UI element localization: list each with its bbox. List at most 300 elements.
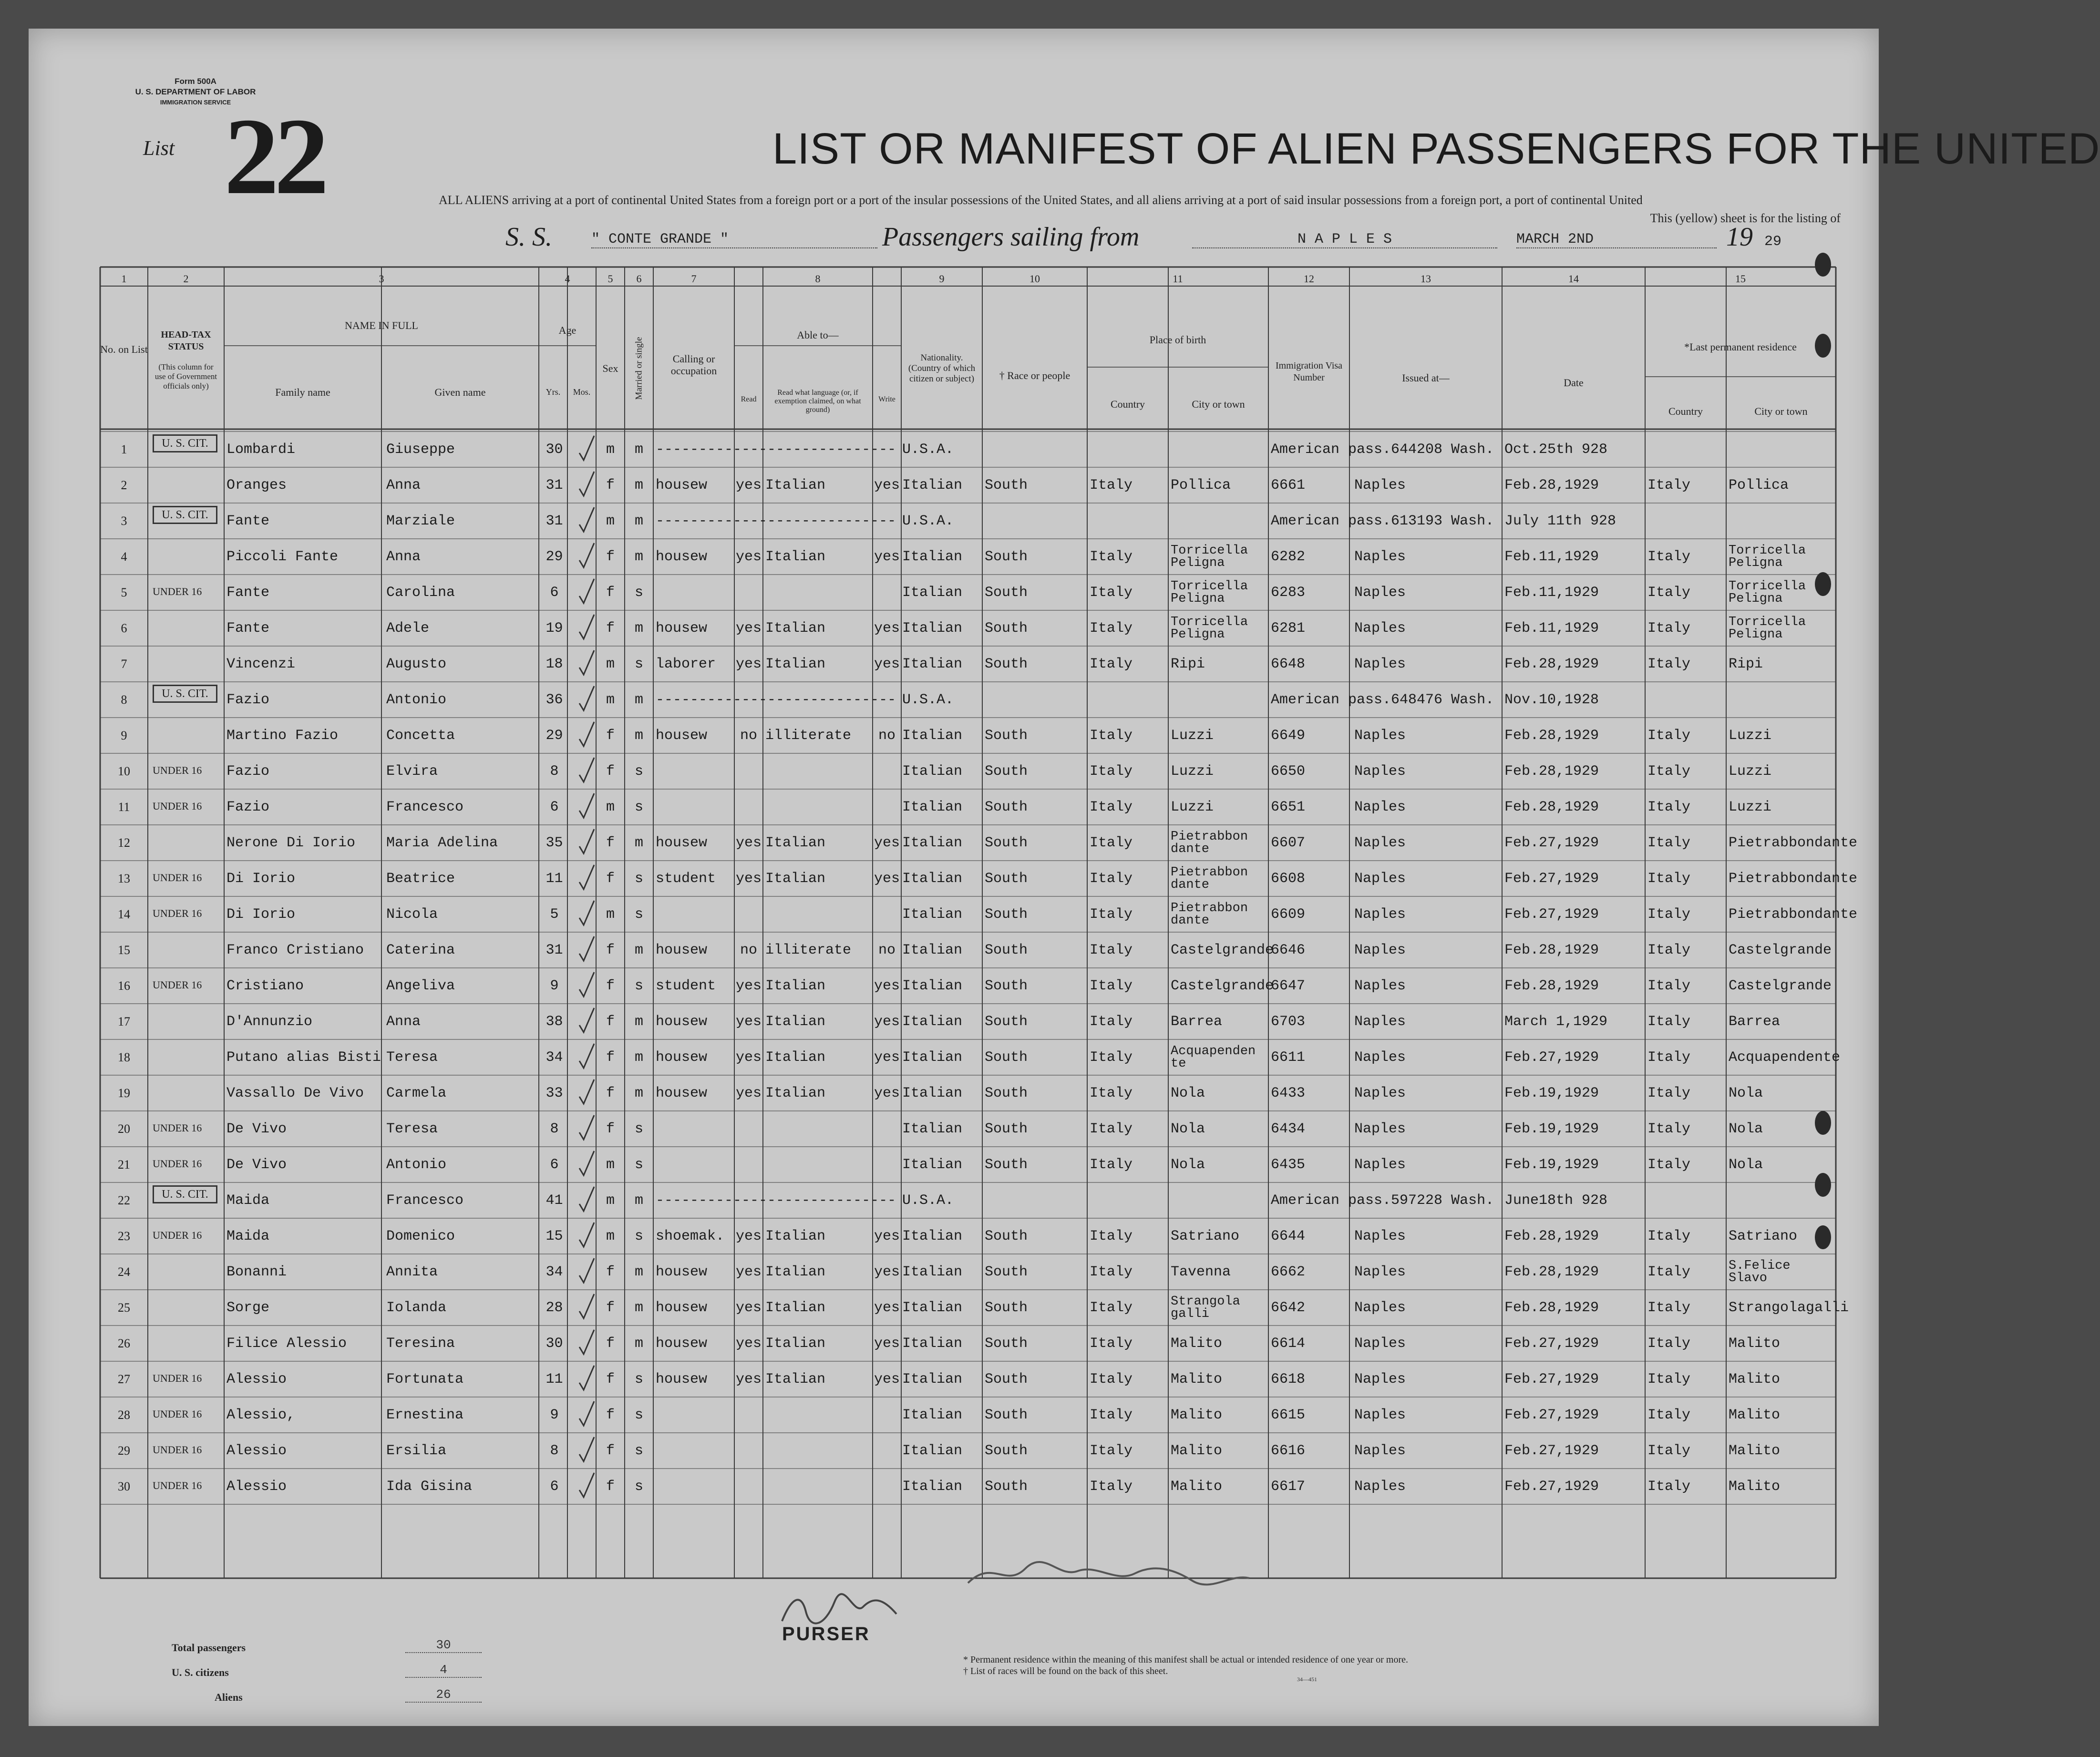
- row-number: 7: [121, 657, 127, 671]
- family-name: Nerone Di Iorio: [226, 835, 356, 851]
- header-read: Read: [741, 395, 757, 403]
- residence-country: Italy: [1647, 728, 1691, 744]
- row-number: 11: [118, 800, 130, 814]
- race: South: [985, 1479, 1028, 1495]
- row-number: 26: [118, 1336, 130, 1350]
- race: South: [985, 1300, 1028, 1316]
- visa-date: Feb.28,1929: [1504, 728, 1599, 744]
- can-write: yes: [874, 871, 900, 887]
- marital-status: m: [634, 1014, 643, 1030]
- can-write: yes: [874, 835, 900, 851]
- can-read: yes: [735, 477, 762, 493]
- visa-date: June18th 928: [1504, 1192, 1608, 1209]
- age-years: 34: [546, 1264, 563, 1280]
- read-language: Italian: [765, 1085, 826, 1101]
- residence-country: Italy: [1647, 620, 1691, 637]
- family-name: Alessio: [226, 1479, 287, 1495]
- read-language: Italian: [765, 978, 826, 994]
- table-row: [100, 1218, 1836, 1254]
- issued-at: Naples: [1354, 763, 1406, 780]
- occupation: student: [656, 978, 716, 994]
- marital-status: m: [634, 1049, 643, 1066]
- nationality: Italian: [902, 1407, 963, 1423]
- head-tax-stamp: UNDER 16: [153, 872, 202, 884]
- age-years: 9: [550, 978, 559, 994]
- age-years: 31: [546, 513, 563, 529]
- check-mark-icon: [577, 1471, 596, 1500]
- issued-at: Naples: [1354, 799, 1406, 815]
- family-name: Sorge: [226, 1300, 270, 1316]
- visa-number: 6609: [1271, 906, 1306, 923]
- can-read: no: [740, 942, 757, 958]
- sailing-label: Passengers sailing from: [882, 222, 1140, 252]
- residence-country: Italy: [1647, 585, 1691, 601]
- age-years: 31: [546, 942, 563, 958]
- read-language: Italian: [765, 656, 826, 672]
- race: South: [985, 1014, 1028, 1030]
- sex: f: [606, 871, 615, 887]
- passport-info: American pass.597228 Wash.: [1271, 1192, 1494, 1209]
- visa-date: Feb.11,1929: [1504, 549, 1599, 565]
- family-name: Fazio: [226, 799, 270, 815]
- row-number: 29: [118, 1444, 130, 1458]
- given-name: Marziale: [386, 513, 455, 529]
- race: South: [985, 620, 1028, 637]
- visa-date: Feb.27,1929: [1504, 1371, 1599, 1387]
- sex: f: [606, 1085, 615, 1101]
- check-mark-icon: [577, 1221, 596, 1249]
- table-row: [100, 896, 1858, 932]
- family-name: Fazio: [226, 763, 270, 780]
- sex: f: [606, 585, 615, 601]
- table-row: [100, 682, 1836, 718]
- nationality: Italian: [902, 978, 963, 994]
- visa-number: 6644: [1271, 1228, 1306, 1244]
- header-nationality: Nationality. (Country of which citizen or subject): [908, 353, 976, 384]
- given-name: Anna: [386, 549, 421, 565]
- family-name: Piccoli Fante: [226, 549, 339, 565]
- residence-city: Acquapendente: [1729, 1049, 1841, 1066]
- header-family-name: Family name: [275, 386, 330, 398]
- issued-at: Naples: [1354, 585, 1406, 601]
- birth-city: Torricella Peligna: [1171, 615, 1248, 642]
- can-write: yes: [874, 477, 900, 493]
- visa-date: Feb.11,1929: [1504, 620, 1599, 637]
- given-name: Carmela: [386, 1085, 447, 1101]
- age-years: 19: [546, 620, 563, 637]
- check-mark-icon: [577, 1078, 596, 1106]
- birth-city: Castelgrande: [1171, 942, 1274, 958]
- check-mark-icon: [577, 505, 596, 534]
- row-number: 20: [118, 1122, 130, 1136]
- issued-at: Naples: [1354, 1479, 1406, 1495]
- can-write: yes: [874, 1264, 900, 1280]
- total-passengers-value: 30: [405, 1638, 482, 1653]
- residence-city: Barrea: [1729, 1014, 1781, 1030]
- nationality: Italian: [902, 656, 963, 672]
- birth-country: Italy: [1090, 1049, 1133, 1066]
- marital-status: m: [634, 1085, 643, 1101]
- visa-number: 6661: [1271, 477, 1306, 493]
- row-number: 17: [118, 1015, 130, 1028]
- residence-country: Italy: [1647, 1121, 1691, 1137]
- birth-country: Italy: [1090, 1157, 1133, 1173]
- age-years: 36: [546, 692, 563, 708]
- given-name: Francesco: [386, 1192, 464, 1209]
- visa-date: Feb.27,1929: [1504, 906, 1599, 923]
- sex: m: [606, 442, 615, 458]
- marital-status: s: [634, 656, 643, 672]
- col-num-6: 6: [636, 273, 642, 285]
- can-write: yes: [874, 549, 900, 565]
- check-mark-icon: [577, 1399, 596, 1428]
- ss-label: S. S.: [505, 222, 552, 252]
- head-tax-stamp: UNDER 16: [153, 907, 202, 919]
- issued-at: Naples: [1354, 942, 1406, 958]
- given-name: Augusto: [386, 656, 447, 672]
- occupation: housew: [656, 549, 708, 565]
- occupation: housew: [656, 835, 708, 851]
- table-row: [100, 968, 1836, 1004]
- occupation: housew: [656, 620, 708, 637]
- can-read: yes: [735, 620, 762, 637]
- family-name: Fazio: [226, 692, 270, 708]
- race: South: [985, 1085, 1028, 1101]
- footer-totals: [172, 1635, 246, 1710]
- family-name: Alessio,: [226, 1407, 296, 1423]
- birth-country: Italy: [1090, 835, 1133, 851]
- can-write: yes: [874, 656, 900, 672]
- birth-country: Italy: [1090, 1121, 1133, 1137]
- row-number: 10: [118, 764, 130, 778]
- col-num-10: 10: [1029, 273, 1040, 285]
- birth-country: Italy: [1090, 1443, 1133, 1459]
- occupation: ----------------------------: [656, 1192, 896, 1209]
- residence-city: Nola: [1729, 1121, 1763, 1137]
- birth-country: Italy: [1090, 1300, 1133, 1316]
- given-name: Francesco: [386, 799, 464, 815]
- occupation: housew: [656, 1371, 708, 1387]
- header-given-name: Given name: [434, 386, 486, 398]
- table-row: [100, 1182, 1836, 1218]
- visa-number: 6282: [1271, 549, 1306, 565]
- residence-city: Strangolagalli: [1729, 1300, 1849, 1316]
- age-years: 41: [546, 1192, 563, 1209]
- head-tax-stamp: UNDER 16: [153, 1480, 202, 1491]
- marital-status: m: [634, 620, 643, 637]
- marital-status: m: [634, 692, 643, 708]
- header-res-city: City or town: [1754, 405, 1808, 417]
- sex: m: [606, 906, 615, 923]
- check-mark-icon: [577, 720, 596, 749]
- birth-city: Strangola galli: [1171, 1295, 1240, 1321]
- family-name: Franco Cristiano: [226, 942, 364, 958]
- head-tax-stamp: UNDER 16: [153, 586, 202, 597]
- table-row: [100, 932, 1836, 968]
- family-name: Vincenzi: [226, 656, 296, 672]
- sex: f: [606, 1371, 615, 1387]
- residence-country: Italy: [1647, 477, 1691, 493]
- can-read: yes: [735, 1014, 762, 1030]
- issued-at: Naples: [1354, 1085, 1406, 1101]
- head-tax-stamp: UNDER 16: [153, 800, 202, 812]
- race: South: [985, 1407, 1028, 1423]
- read-language: Italian: [765, 871, 826, 887]
- race: South: [985, 799, 1028, 815]
- residence-country: Italy: [1647, 799, 1691, 815]
- check-mark-icon: [577, 1113, 596, 1142]
- residence-city: Torricella Peligna: [1729, 579, 1806, 606]
- nationality: Italian: [902, 799, 963, 815]
- race: South: [985, 728, 1028, 744]
- check-mark-icon: [577, 970, 596, 999]
- birth-city: Satriano: [1171, 1228, 1240, 1244]
- marital-status: s: [634, 1228, 643, 1244]
- can-read: yes: [735, 1300, 762, 1316]
- check-mark-path: [579, 1330, 594, 1354]
- service-name: IMMIGRATION SERVICE: [160, 99, 231, 106]
- residence-country: Italy: [1647, 942, 1691, 958]
- residence-city: Nola: [1729, 1157, 1763, 1173]
- birth-city: Castelgrande: [1171, 978, 1274, 994]
- age-years: 6: [550, 1479, 559, 1495]
- sex: f: [606, 942, 615, 958]
- check-mark-path: [579, 507, 594, 532]
- form-number: Form 500A: [175, 77, 216, 86]
- given-name: Beatrice: [386, 871, 455, 887]
- residence-city: Torricella Peligna: [1729, 544, 1806, 570]
- sex: f: [606, 835, 615, 851]
- given-name: Teresa: [386, 1121, 438, 1137]
- residence-city: Torricella Peligna: [1729, 615, 1806, 642]
- residence-country: Italy: [1647, 1228, 1691, 1244]
- given-name: Giuseppe: [386, 442, 455, 458]
- age-years: 6: [550, 585, 559, 601]
- visa-date: Feb.28,1929: [1504, 656, 1599, 672]
- marital-status: m: [634, 942, 643, 958]
- sex: f: [606, 728, 615, 744]
- race: South: [985, 656, 1028, 672]
- birth-city: Acquapenden te: [1171, 1044, 1256, 1071]
- residence-city: Pietrabbondante: [1729, 906, 1858, 923]
- visa-number: 6435: [1271, 1157, 1306, 1173]
- nationality: U.S.A.: [902, 513, 954, 529]
- residence-country: Italy: [1647, 1049, 1691, 1066]
- head-tax-stamp: UNDER 16: [153, 979, 202, 991]
- purser-signature: [772, 1588, 906, 1631]
- table-row: [100, 718, 1836, 753]
- nationality: Italian: [902, 1228, 963, 1244]
- given-name: Domenico: [386, 1228, 455, 1244]
- can-read: yes: [735, 871, 762, 887]
- marital-status: s: [634, 1407, 643, 1423]
- sex: m: [606, 1157, 615, 1173]
- residence-country: Italy: [1647, 1371, 1691, 1387]
- age-years: 28: [546, 1300, 563, 1316]
- check-mark-path: [579, 1258, 594, 1283]
- row-number: 27: [118, 1372, 130, 1386]
- birth-city: Pietrabbon dante: [1171, 865, 1248, 892]
- header-sex: Sex: [602, 362, 618, 374]
- race: South: [985, 1371, 1028, 1387]
- header-issued-at: Issued at—: [1402, 372, 1450, 384]
- residence-city: Luzzi: [1729, 799, 1772, 815]
- passport-info: American pass.644208 Wash.: [1271, 442, 1494, 458]
- header-read-what: Read what language (or, if exemption claimed, on what ground): [774, 389, 861, 414]
- check-mark-path: [579, 472, 594, 496]
- can-read: yes: [735, 1085, 762, 1101]
- issued-at: Naples: [1354, 1264, 1406, 1280]
- nationality: Italian: [902, 942, 963, 958]
- issued-at: Naples: [1354, 620, 1406, 637]
- check-mark-path: [579, 1151, 594, 1175]
- header-able-to: Able to—: [797, 329, 839, 341]
- family-name: Martino Fazio: [226, 728, 339, 744]
- marital-status: s: [634, 763, 643, 780]
- check-mark-path: [579, 1008, 594, 1032]
- age-years: 30: [546, 442, 563, 458]
- sex: f: [606, 477, 615, 493]
- race: South: [985, 1443, 1028, 1459]
- family-name: Oranges: [226, 477, 287, 493]
- age-years: 29: [546, 728, 563, 744]
- occupation: housew: [656, 942, 708, 958]
- family-name: Vassallo De Vivo: [226, 1085, 364, 1101]
- row-number: 2: [121, 478, 127, 492]
- visa-number: 6647: [1271, 978, 1306, 994]
- occupation: housew: [656, 477, 708, 493]
- given-name: Elvira: [386, 763, 438, 780]
- visa-date: Feb.19,1929: [1504, 1121, 1599, 1137]
- residence-city: Malito: [1729, 1336, 1781, 1352]
- sex: f: [606, 620, 615, 637]
- sex: f: [606, 763, 615, 780]
- row-number: 28: [118, 1408, 130, 1422]
- issued-at: Naples: [1354, 1443, 1406, 1459]
- inspector-signature: [963, 1554, 1297, 1597]
- check-mark-path: [579, 1079, 594, 1104]
- can-write: yes: [874, 978, 900, 994]
- header-place-of-birth: Place of birth: [1149, 334, 1206, 346]
- row-number: 3: [121, 514, 127, 528]
- can-write: yes: [874, 1085, 900, 1101]
- header-visa-date: Date: [1564, 377, 1584, 389]
- nationality: Italian: [902, 871, 963, 887]
- given-name: Antonio: [386, 1157, 447, 1173]
- col-num-1: 1: [121, 273, 127, 285]
- visa-date: Feb.27,1929: [1504, 1407, 1599, 1423]
- check-mark-path: [579, 650, 594, 675]
- nationality: Italian: [902, 728, 963, 744]
- nationality: Italian: [902, 1121, 963, 1137]
- sex: m: [606, 513, 615, 529]
- visa-date: Feb.28,1929: [1504, 1228, 1599, 1244]
- header-no-on-list: No. on List: [100, 343, 148, 355]
- visa-date: Feb.28,1929: [1504, 799, 1599, 815]
- table-row: [100, 1254, 1836, 1290]
- read-language: Italian: [765, 1228, 826, 1244]
- sex: m: [606, 799, 615, 815]
- given-name: Ida Gisina: [386, 1479, 473, 1495]
- check-mark-path: [579, 901, 594, 925]
- manifest-title: LIST OR MANIFEST OF ALIEN PASSENGERS FOR THE UNITED: [772, 124, 2100, 173]
- can-read: yes: [735, 835, 762, 851]
- col-num-8: 8: [815, 273, 821, 285]
- family-name: De Vivo: [226, 1121, 287, 1137]
- header-birth-city: City or town: [1192, 398, 1245, 410]
- occupation: ----------------------------: [656, 513, 896, 529]
- age-years: 8: [550, 763, 559, 780]
- visa-date: Oct.25th 928: [1504, 442, 1608, 458]
- given-name: Anna: [386, 477, 421, 493]
- read-language: illiterate: [765, 728, 852, 744]
- family-name: De Vivo: [226, 1157, 287, 1173]
- col-num-9: 9: [939, 273, 945, 285]
- visa-number: 6615: [1271, 1407, 1306, 1423]
- col-num-4: 4: [565, 273, 570, 285]
- family-name: Di Iorio: [226, 906, 296, 923]
- ship-name: " CONTE GRANDE ": [591, 231, 877, 248]
- residence-city: Nola: [1729, 1085, 1763, 1101]
- sex: f: [606, 1300, 615, 1316]
- residence-city: S.Felice Slavo: [1729, 1259, 1791, 1285]
- issued-at: Naples: [1354, 906, 1406, 923]
- check-mark-path: [579, 972, 594, 997]
- age-years: 11: [546, 1371, 563, 1387]
- sex: f: [606, 549, 615, 565]
- departure-port: N A P L E S: [1192, 231, 1497, 248]
- nationality: Italian: [902, 585, 963, 601]
- residence-country: Italy: [1647, 1300, 1691, 1316]
- given-name: Angeliva: [386, 978, 455, 994]
- can-write: no: [878, 728, 896, 744]
- col-num-11: 11: [1173, 273, 1183, 285]
- residence-country: Italy: [1647, 1336, 1691, 1352]
- head-tax-stamp: UNDER 16: [153, 1229, 202, 1241]
- can-read: yes: [735, 978, 762, 994]
- year-prefix: 19: [1726, 222, 1753, 252]
- race: South: [985, 1264, 1028, 1280]
- race: South: [985, 1336, 1028, 1352]
- list-number: 22: [224, 95, 324, 217]
- visa-number: 6651: [1271, 799, 1306, 815]
- age-years: 6: [550, 1157, 559, 1173]
- birth-country: Italy: [1090, 1264, 1133, 1280]
- family-name: Di Iorio: [226, 871, 296, 887]
- header-visa: Immigration Visa Number: [1275, 360, 1343, 383]
- aliens-label: Aliens: [215, 1691, 243, 1703]
- birth-city: Malito: [1171, 1407, 1223, 1423]
- marital-status: m: [634, 1264, 643, 1280]
- table-row: [100, 467, 1836, 503]
- header-last-residence: *Last permanent residence: [1684, 341, 1797, 353]
- check-mark-icon: [577, 613, 596, 641]
- marital-status: s: [634, 1443, 643, 1459]
- sex: f: [606, 1407, 615, 1423]
- row-number: 15: [118, 943, 130, 957]
- nationality: Italian: [902, 763, 963, 780]
- can-read: yes: [735, 1264, 762, 1280]
- residence-city: Ripi: [1729, 656, 1763, 672]
- sex: f: [606, 1336, 615, 1352]
- read-language: Italian: [765, 1264, 826, 1280]
- check-mark-path: [579, 1223, 594, 1247]
- family-name: Putano alias Bisti: [226, 1049, 381, 1066]
- row-number: 13: [118, 872, 130, 885]
- check-mark-path: [579, 686, 594, 710]
- visa-date: Feb.28,1929: [1504, 763, 1599, 780]
- read-language: Italian: [765, 1049, 826, 1066]
